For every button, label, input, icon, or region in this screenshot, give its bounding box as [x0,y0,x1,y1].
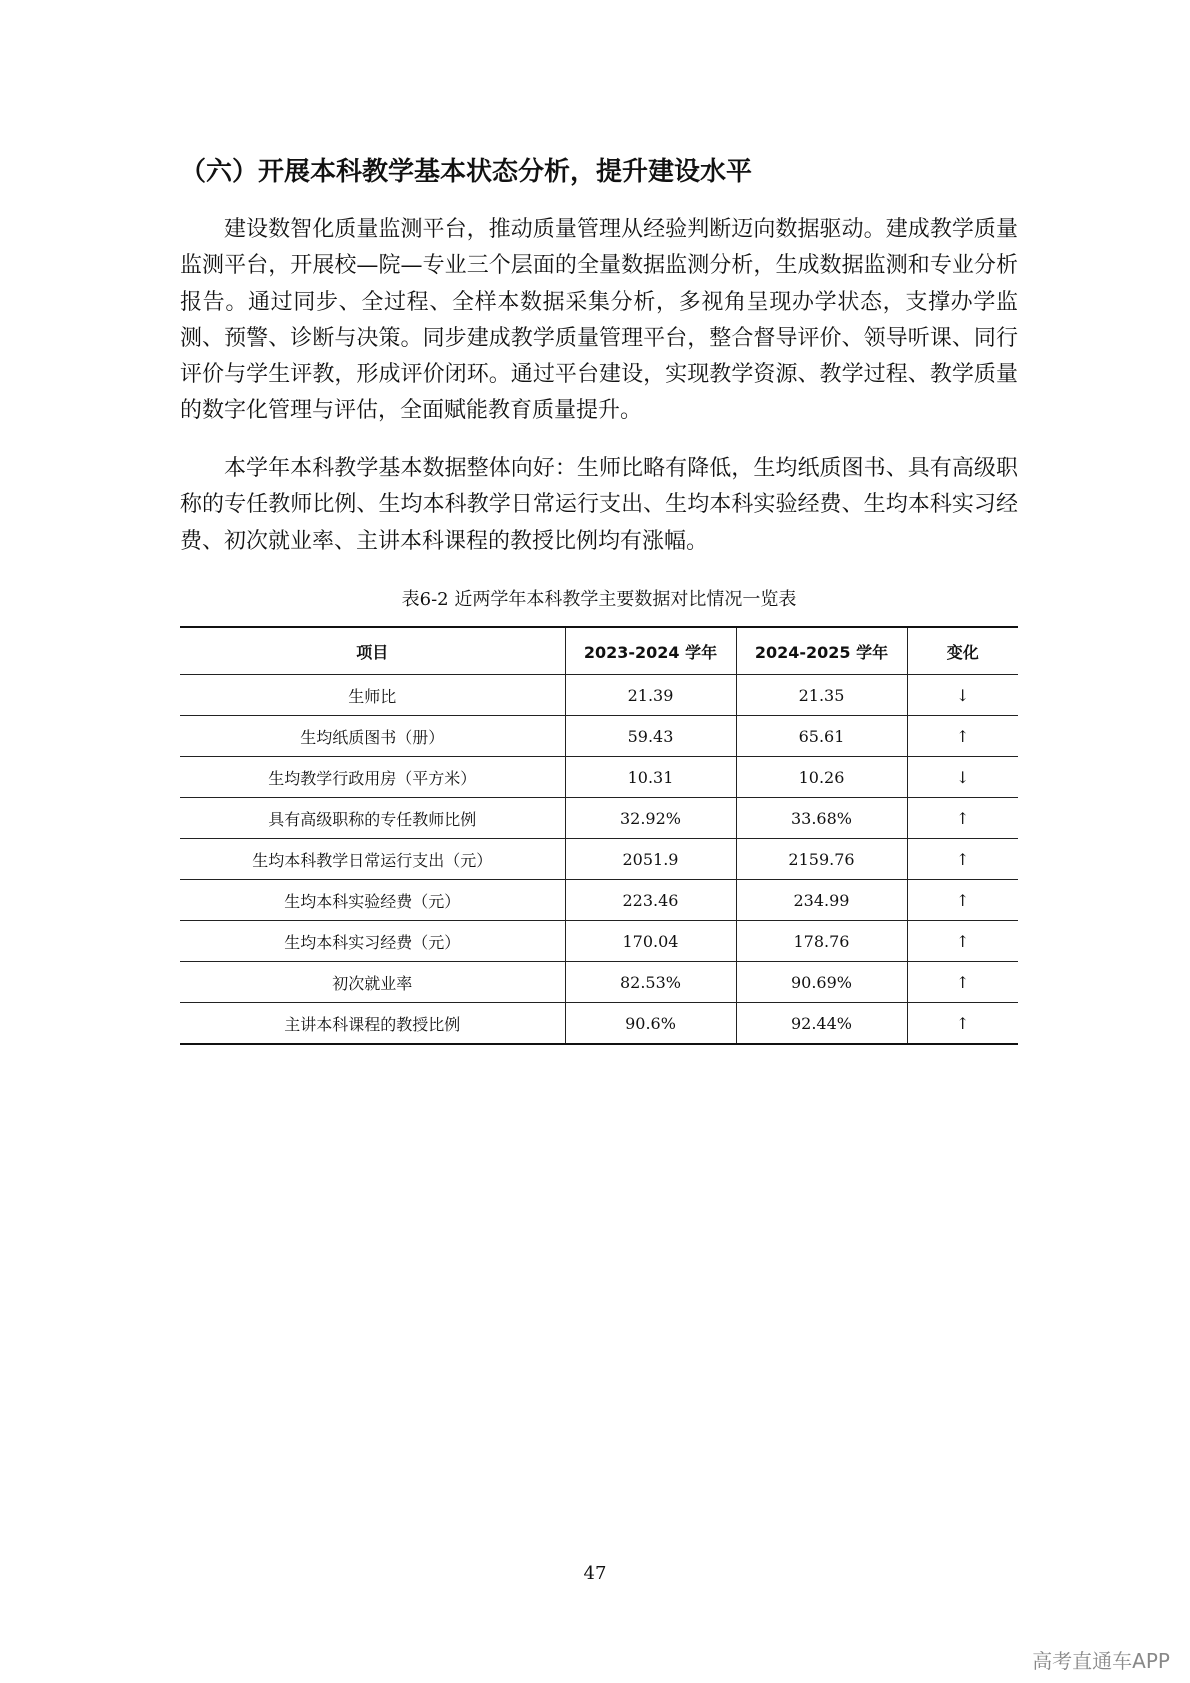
cell-change: ↑ [907,962,1018,1003]
table-row [180,1003,1018,1045]
table-row [180,921,1018,962]
table-body [180,675,1018,1045]
cell-change: ↑ [907,880,1018,921]
table-row [180,962,1018,1003]
cell-change: ↑ [907,798,1018,839]
cell-change: ↓ [907,675,1018,716]
cell-2024: 92.44% [736,1003,907,1045]
cell-2023: 32.92% [565,798,736,839]
cell-2024: 178.76 [736,921,907,962]
header-year-2023: 2023-2024 学年 [565,627,736,675]
cell-item: 生师比 [180,675,565,716]
header-year-2024: 2024-2025 学年 [736,627,907,675]
cell-item: 初次就业率 [180,962,565,1003]
cell-2023: 21.39 [565,675,736,716]
cell-change: ↑ [907,921,1018,962]
cell-item: 生均本科实习经费（元） [180,921,565,962]
cell-change: ↓ [907,757,1018,798]
cell-2024: 234.99 [736,880,907,921]
cell-2024: 33.68% [736,798,907,839]
watermark: 高考直通车APP [1032,1649,1170,1673]
table-row [180,716,1018,757]
cell-change: ↑ [907,716,1018,757]
cell-item: 生均本科实验经费（元） [180,880,565,921]
section-heading: （六）开展本科教学基本状态分析，提升建设水平 [180,157,753,187]
table-row [180,757,1018,798]
header-item: 项目 [180,627,565,675]
cell-2024: 2159.76 [736,839,907,880]
table-row [180,839,1018,880]
table-row [180,798,1018,839]
cell-item: 生均本科教学日常运行支出（元） [180,839,565,880]
cell-2024: 90.69% [736,962,907,1003]
cell-2024: 65.61 [736,716,907,757]
cell-2023: 10.31 [565,757,736,798]
table-row [180,675,1018,716]
cell-change: ↑ [907,1003,1018,1045]
cell-2023: 90.6% [565,1003,736,1045]
data-comparison-table [180,626,1018,1045]
cell-item: 主讲本科课程的教授比例 [180,1003,565,1045]
cell-2023: 59.43 [565,716,736,757]
cell-2023: 170.04 [565,921,736,962]
cell-2023: 2051.9 [565,839,736,880]
cell-item: 生均纸质图书（册） [180,716,565,757]
paragraph-platform: 建设数智化质量监测平台，推动质量管理从经验判断迈向数据驱动。建成教学质量监测平台，开展校—院—专业三个层面的全量数据监测分析，生成数据监测和专业分析报告。通过同步、全过程、全样本数据采集分析，多视角呈现办学状态，支撑办学监测、预警、诊断与决策。同步建成教学质量管理平台，整合督导评价、领导听课、同行评价与学生评教，形成评价闭环。通过平台建设，实现教学资源、教学过程、教学质量的数字化管理与评估，全面赋能教育质量提升。 [180,217,1018,424]
cell-2023: 223.46 [565,880,736,921]
cell-2024: 10.26 [736,757,907,798]
cell-2023: 82.53% [565,962,736,1003]
paragraph-summary: 本学年本科教学基本数据整体向好：生师比略有降低，生均纸质图书、具有高级职称的专任教师比例、生均本科教学日常运行支出、生均本科实验经费、生均本科实习经费、初次就业率、主讲本科课程的教授比例均有涨幅。 [180,456,1018,554]
table-caption: 表6-2 近两学年本科教学主要数据对比情况一览表 [401,589,797,610]
header-change: 变化 [907,627,1018,675]
cell-change: ↑ [907,839,1018,880]
page-number: 47 [583,1563,607,1584]
table-header-row [180,627,1018,675]
cell-2024: 21.35 [736,675,907,716]
cell-item: 具有高级职称的专任教师比例 [180,798,565,839]
cell-item: 生均教学行政用房（平方米） [180,757,565,798]
table-row [180,880,1018,921]
